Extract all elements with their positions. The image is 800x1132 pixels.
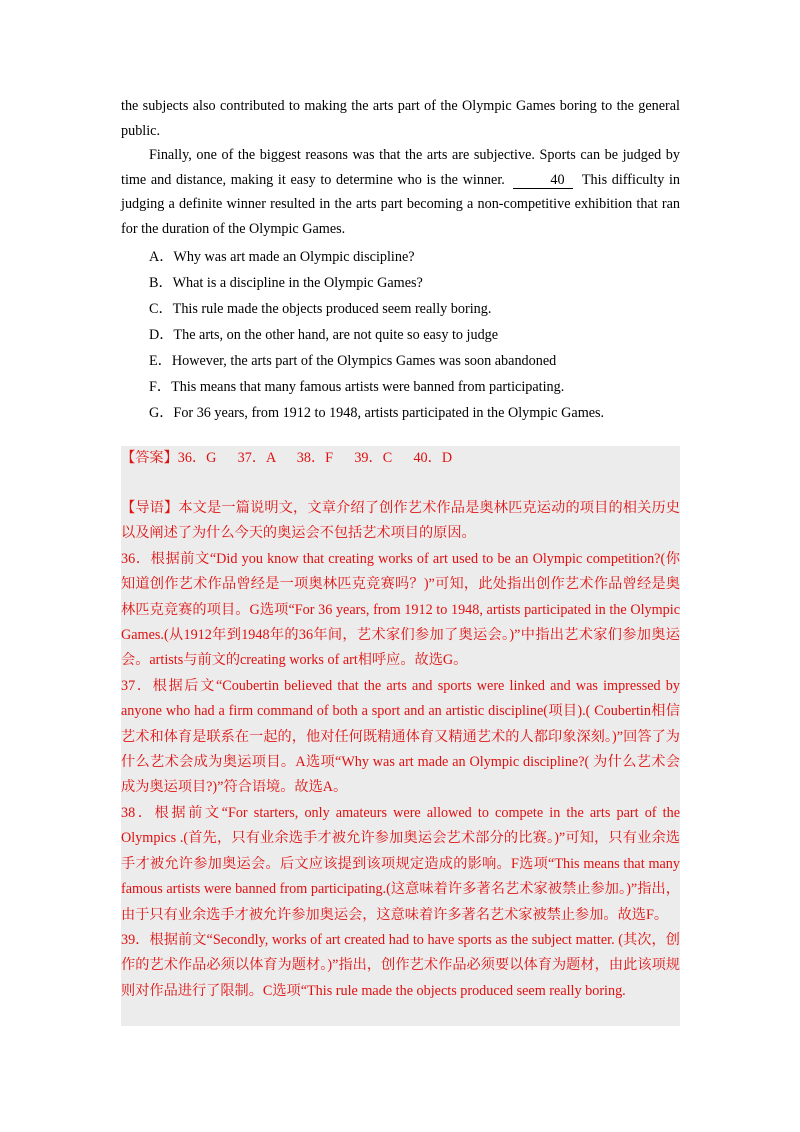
answer-label: 【答案】 bbox=[121, 450, 178, 466]
option-g: G．For 36 years, from 1912 to 1948, artists participated in the Olympic Games. bbox=[149, 404, 605, 421]
option-e: E．However, the arts part of the Olympics Games was soon abandoned bbox=[149, 352, 557, 369]
passage-paragraph bbox=[121, 143, 680, 241]
explanation-q39: 39．根据前文“Secondly, works of art created had to have sports as the subject matter. (其次，创作的艺术作品必须以体育为题材。)”指出，创作艺术作品必须要以体育为题材，由此该项规则对作品进行了限制。C选项“This rule made the objects produced seem really boring. bbox=[121, 931, 680, 999]
explanation-intro: 【导语】本文是一篇说明文，文章介绍了创作艺术作品是奥林匹克运动的项目的相关历史以及阐述了为什么今天的奥运会不包括艺术项目的原因。 bbox=[121, 500, 680, 542]
passage-text: This difficulty in judging a definite winner resulted in the arts part becoming a non-competitive exhibition that ran for the duration of the Olympic Games. bbox=[121, 171, 681, 237]
answer-blank-40: 40 bbox=[513, 172, 573, 189]
options-list bbox=[121, 244, 680, 426]
answer-items: 36．G 37．A 38．F 39．C 40．D bbox=[177, 450, 453, 466]
explanation-section bbox=[121, 496, 680, 1004]
passage-text: Finally, one of the biggest reasons was that the arts are subjective. Sports can be judged by time and distance, making it easy to determine who is the winner. bbox=[121, 147, 680, 188]
explanation-q38: 38．根据前文“For starters, only amateurs were allowed to compete in the arts part of the Olympics .(首先，只有业余选手才被允许参加奥运会艺术部分的比赛。)”可知，只有业余选手才被允许参加奥运会。后文应该提到该项规定造成的影响。F选项“This means that many famous artists were banned from participating.(这意味着许多著名艺术家被禁止参加。)”指出，由于只有业余选手才被允许参加奥运会，这意味着许多著名艺术家被禁止参加。故选F。 bbox=[121, 804, 680, 923]
option-a: A．Why was art made an Olympic discipline? bbox=[149, 248, 415, 265]
option-f: F．This means that many famous artists were banned from participating. bbox=[149, 378, 565, 395]
reading-passage bbox=[121, 94, 680, 426]
option-d: D．The arts, on the other hand, are not quite so easy to judge bbox=[149, 326, 499, 343]
option-b: B．What is a discipline in the Olympic Games? bbox=[149, 274, 423, 291]
explanation-q36: 36．根据前文“Did you know that creating works of art used to be an Olympic competition?(你知道创作艺术作品曾经是一项奥林匹克竞赛吗？)”可知，此处指出创作艺术作品曾经是奥林匹克竞赛的项目。G选项“For 36 years, from 1912 to 1948, artists participated in the Olympic Games.(从1912年到1948年的36年间，艺术家们参加了奥运会。)”中指出艺术家们参加奥运会。artists与前文的creating works of art相呼应。故选G。 bbox=[121, 550, 680, 669]
passage-paragraph: the subjects also contributed to making the arts part of the Olympic Games boring to the general public. bbox=[121, 98, 680, 139]
answer-key bbox=[121, 447, 680, 469]
explanation-q37: 37．根据后文“Coubertin believed that the arts and sports were linked and was impressed by anyone who had a firm command of both a sport and an artistic discipline(项目).( Coubertin相信艺术和体育是联系在一起的，他对任何既精通体育又精通艺术的人都印象深刻。)”回答了为什么艺术会成为奥运项目。A选项“Why was art made an Olympic discipline?( 为什么艺术会成为奥运项目?)”符合语境。故选A。 bbox=[121, 677, 680, 796]
option-c: C．This rule made the objects produced seem really boring. bbox=[149, 300, 492, 317]
